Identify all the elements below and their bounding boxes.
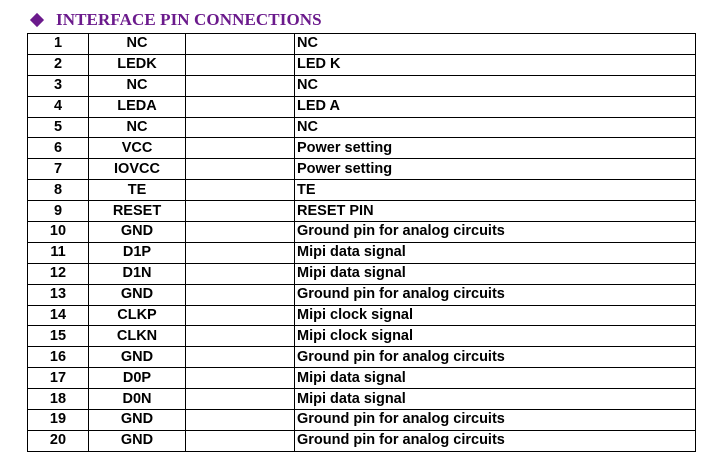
pin-blank-cell xyxy=(186,75,295,96)
pin-symbol-cell: LEDA xyxy=(89,96,186,117)
pin-symbol-cell: GND xyxy=(89,347,186,368)
pin-connections-table xyxy=(27,33,696,452)
pin-number-cell: 2 xyxy=(28,54,89,75)
pin-symbol-cell: D0N xyxy=(89,389,186,410)
pin-function-cell: TE xyxy=(295,180,696,201)
pin-function-cell: Mipi data signal xyxy=(295,263,696,284)
pin-row xyxy=(28,263,696,284)
pin-symbol-cell: VCC xyxy=(89,138,186,159)
pin-blank-cell xyxy=(186,430,295,451)
pin-row xyxy=(28,34,696,55)
pin-function-cell: NC xyxy=(295,34,696,55)
pin-table-body xyxy=(28,34,696,452)
pin-function-cell: NC xyxy=(295,75,696,96)
pin-symbol-cell: IOVCC xyxy=(89,159,186,180)
pin-function-cell: Ground pin for analog circuits xyxy=(295,284,696,305)
pin-number-cell: 4 xyxy=(28,96,89,117)
pin-blank-cell xyxy=(186,263,295,284)
pin-symbol-cell: RESET xyxy=(89,201,186,222)
pin-blank-cell xyxy=(186,368,295,389)
pin-symbol-cell: GND xyxy=(89,430,186,451)
pin-symbol-cell: CLKP xyxy=(89,305,186,326)
pin-blank-cell xyxy=(186,326,295,347)
diamond-bullet-icon xyxy=(30,13,44,27)
pin-number-cell: 11 xyxy=(28,242,89,263)
pin-symbol-cell: NC xyxy=(89,75,186,96)
pin-number-cell: 19 xyxy=(28,410,89,431)
pin-row xyxy=(28,242,696,263)
pin-number-cell: 8 xyxy=(28,180,89,201)
pin-symbol-cell: TE xyxy=(89,180,186,201)
pin-symbol-cell: D0P xyxy=(89,368,186,389)
pin-function-cell: LED A xyxy=(295,96,696,117)
pin-symbol-cell: LEDK xyxy=(89,54,186,75)
pin-blank-cell xyxy=(186,305,295,326)
pin-row xyxy=(28,96,696,117)
pin-row xyxy=(28,75,696,96)
pin-symbol-cell: GND xyxy=(89,284,186,305)
pin-number-cell: 6 xyxy=(28,138,89,159)
pin-symbol-cell: NC xyxy=(89,117,186,138)
section-heading xyxy=(30,9,322,31)
pin-function-cell: Ground pin for analog circuits xyxy=(295,430,696,451)
pin-row xyxy=(28,368,696,389)
pin-blank-cell xyxy=(186,410,295,431)
pin-row xyxy=(28,347,696,368)
pin-row xyxy=(28,305,696,326)
pin-blank-cell xyxy=(186,159,295,180)
pin-blank-cell xyxy=(186,54,295,75)
pin-number-cell: 20 xyxy=(28,430,89,451)
pin-row xyxy=(28,201,696,222)
pin-number-cell: 14 xyxy=(28,305,89,326)
pin-function-cell: Mipi clock signal xyxy=(295,326,696,347)
pin-row xyxy=(28,117,696,138)
pin-row xyxy=(28,54,696,75)
pin-blank-cell xyxy=(186,138,295,159)
pin-row xyxy=(28,326,696,347)
pin-number-cell: 10 xyxy=(28,222,89,243)
pin-symbol-cell: D1N xyxy=(89,263,186,284)
pin-number-cell: 9 xyxy=(28,201,89,222)
pin-row xyxy=(28,430,696,451)
pin-function-cell: Ground pin for analog circuits xyxy=(295,222,696,243)
pin-symbol-cell: GND xyxy=(89,222,186,243)
pin-number-cell: 15 xyxy=(28,326,89,347)
pin-row xyxy=(28,389,696,410)
pin-number-cell: 16 xyxy=(28,347,89,368)
pin-row xyxy=(28,222,696,243)
pin-function-cell: Power setting xyxy=(295,159,696,180)
pin-function-cell: Mipi clock signal xyxy=(295,305,696,326)
pin-blank-cell xyxy=(186,242,295,263)
pin-symbol-cell: CLKN xyxy=(89,326,186,347)
pin-blank-cell xyxy=(186,117,295,138)
pin-blank-cell xyxy=(186,389,295,410)
pin-function-cell: Ground pin for analog circuits xyxy=(295,347,696,368)
pin-row xyxy=(28,159,696,180)
pin-function-cell: LED K xyxy=(295,54,696,75)
pin-number-cell: 3 xyxy=(28,75,89,96)
pin-function-cell: NC xyxy=(295,117,696,138)
section-title: INTERFACE PIN CONNECTIONS xyxy=(56,10,322,29)
pin-number-cell: 18 xyxy=(28,389,89,410)
pin-number-cell: 17 xyxy=(28,368,89,389)
pin-function-cell: Mipi data signal xyxy=(295,242,696,263)
pin-symbol-cell: GND xyxy=(89,410,186,431)
pin-function-cell: Mipi data signal xyxy=(295,389,696,410)
pin-symbol-cell: D1P xyxy=(89,242,186,263)
pin-row xyxy=(28,138,696,159)
pin-row xyxy=(28,284,696,305)
pin-blank-cell xyxy=(186,180,295,201)
pin-symbol-cell: NC xyxy=(89,34,186,55)
pin-function-cell: Ground pin for analog circuits xyxy=(295,410,696,431)
pin-number-cell: 1 xyxy=(28,34,89,55)
pin-blank-cell xyxy=(186,284,295,305)
pin-number-cell: 5 xyxy=(28,117,89,138)
pin-blank-cell xyxy=(186,34,295,55)
pin-function-cell: Mipi data signal xyxy=(295,368,696,389)
pin-function-cell: Power setting xyxy=(295,138,696,159)
pin-blank-cell xyxy=(186,201,295,222)
pin-number-cell: 13 xyxy=(28,284,89,305)
pin-row xyxy=(28,410,696,431)
pin-function-cell: RESET PIN xyxy=(295,201,696,222)
pin-blank-cell xyxy=(186,96,295,117)
pin-blank-cell xyxy=(186,222,295,243)
pin-blank-cell xyxy=(186,347,295,368)
pin-number-cell: 12 xyxy=(28,263,89,284)
pin-row xyxy=(28,180,696,201)
pin-number-cell: 7 xyxy=(28,159,89,180)
